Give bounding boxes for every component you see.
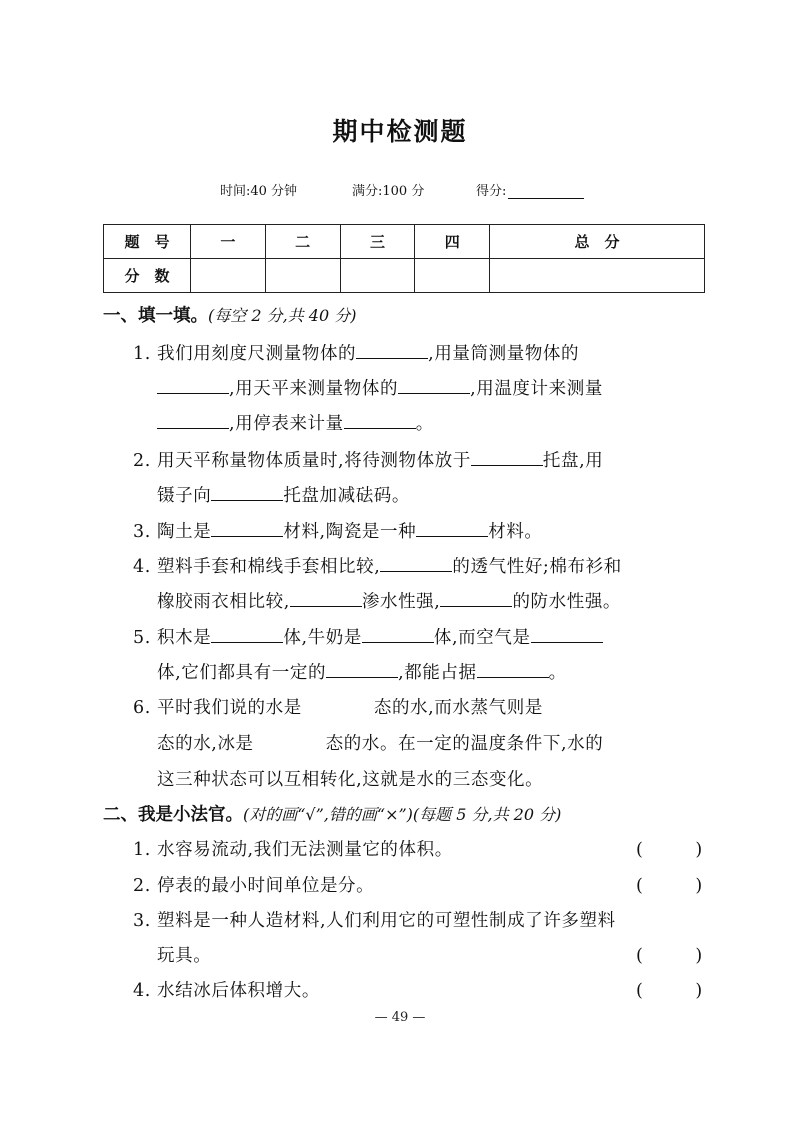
answer-blank[interactable] (531, 626, 603, 643)
section1-heading (103, 302, 356, 327)
answer-blank[interactable] (440, 590, 512, 607)
question-line: 这三种状态可以互相转化,这就是水的三态变化。 (157, 770, 544, 790)
score-table (103, 224, 705, 293)
question-text: ,用天平来测量物体的 (229, 379, 399, 399)
question-text: 渗水性强, (361, 592, 441, 612)
answer-parentheses[interactable]: ( ) (636, 840, 703, 860)
answer-parentheses[interactable]: ( ) (636, 981, 703, 1001)
question-text: 的透气性好;棉布衫和 (452, 557, 622, 577)
question-text: 3. 陶土是 (133, 522, 212, 542)
score-label: 得分: (476, 184, 507, 199)
score-table-score-row (104, 259, 705, 293)
table-cell: 分 数 (104, 259, 191, 293)
score-blank[interactable] (508, 186, 584, 199)
question-text: 态的水,而水蒸气则是 (373, 698, 543, 718)
question-text: 5. 积木是 (133, 628, 212, 648)
table-cell: 总 分 (490, 225, 705, 259)
answer-blank[interactable] (326, 661, 398, 678)
question-line: 3. 塑料是一种人造材料,人们利用它的可塑性制成了许多塑料 (133, 911, 616, 931)
score-input-cell[interactable] (415, 259, 490, 293)
question-line (133, 624, 603, 649)
answer-parentheses[interactable]: ( ) (636, 946, 703, 966)
answer-blank[interactable] (344, 412, 416, 429)
question-line: 4. 水结冰后体积增大。 (133, 981, 320, 1001)
question-text: 体,它们都具有一定的 (157, 663, 327, 683)
table-cell: 四 (415, 225, 490, 259)
question-line (157, 410, 434, 435)
answer-blank[interactable] (211, 626, 283, 643)
section2-heading (103, 801, 561, 826)
question-line (133, 340, 579, 365)
question-line (133, 694, 543, 719)
question-text: 材料,陶瓷是一种 (283, 522, 417, 542)
table-cell: 一 (191, 225, 266, 259)
question-text: 。 (415, 414, 434, 434)
answer-blank[interactable] (211, 484, 283, 501)
question-line (157, 375, 603, 400)
question-text: 4. 塑料手套和棉线手套相比较, (133, 557, 381, 577)
question-line (157, 730, 603, 755)
question-text: 体,而空气是 (433, 628, 531, 648)
answer-blank[interactable] (157, 412, 229, 429)
score-table-header-row (104, 225, 705, 259)
question-line (133, 553, 622, 578)
question-line (157, 482, 410, 507)
question-text: 橡胶雨衣相比较, (157, 592, 290, 612)
question-line: 玩具。 (157, 946, 212, 966)
question-text: ,用温度计来测量 (470, 379, 603, 399)
question-text: ,用停表来计量 (229, 414, 344, 434)
answer-blank[interactable] (471, 449, 543, 466)
question-text: ,都能占据 (398, 663, 477, 683)
score-input-cell[interactable] (191, 259, 266, 293)
score-field (476, 180, 584, 199)
answer-blank[interactable] (362, 626, 434, 643)
section2-note: (对的画“√”,错的画“×”)(每题 5 分,共 20 分) (243, 805, 562, 824)
question-text: 镊子向 (157, 486, 212, 506)
answer-blank[interactable] (356, 342, 428, 359)
question-line (157, 659, 567, 684)
question-text: 6. 平时我们说的水是 (133, 698, 302, 718)
question-text: 体,牛奶是 (283, 628, 362, 648)
section1-note: (每空 2 分,共 40 分) (208, 306, 357, 325)
score-input-cell[interactable] (490, 259, 705, 293)
answer-blank[interactable] (380, 555, 452, 572)
question-text: 态的水。在一定的温度条件下,水的 (325, 734, 604, 754)
question-line (133, 447, 603, 472)
question-text: ,用量筒测量物体的 (428, 344, 580, 364)
table-cell: 题 号 (104, 225, 191, 259)
question-text: 。 (548, 663, 567, 683)
question-line (157, 588, 621, 613)
question-text: 态的水,冰是 (157, 734, 254, 754)
question-text: 1. 我们用刻度尺测量物体的 (133, 344, 357, 364)
answer-blank[interactable] (477, 661, 549, 678)
answer-blank[interactable] (290, 590, 362, 607)
section1-title: 一、填一填。 (103, 306, 208, 326)
answer-blank[interactable] (416, 520, 488, 537)
question-text: 的防水性强。 (512, 592, 622, 612)
full-score: 满分:100 分 (352, 184, 425, 199)
question-line: 2. 停表的最小时间单位是分。 (133, 876, 375, 896)
question-text: 托盘,用 (542, 451, 604, 471)
page-number: — 49 — (374, 1010, 426, 1025)
question-line: 1. 水容易流动,我们无法测量它的体积。 (133, 840, 453, 860)
answer-blank[interactable] (398, 377, 470, 394)
score-input-cell[interactable] (340, 259, 415, 293)
answer-blank[interactable] (157, 377, 229, 394)
section2-title: 二、我是小法官。 (103, 805, 243, 825)
question-text: 材料。 (488, 522, 543, 542)
table-cell: 三 (340, 225, 415, 259)
score-input-cell[interactable] (265, 259, 340, 293)
question-text: 托盘加减砝码。 (283, 486, 411, 506)
question-line (133, 518, 543, 543)
page-title: 期中检测题 (332, 117, 468, 146)
table-cell: 二 (265, 225, 340, 259)
time-limit: 时间:40 分钟 (220, 184, 298, 199)
question-text: 2. 用天平称量物体质量时,将待测物体放于 (133, 451, 471, 471)
answer-blank[interactable] (211, 520, 283, 537)
answer-parentheses[interactable]: ( ) (636, 876, 703, 896)
